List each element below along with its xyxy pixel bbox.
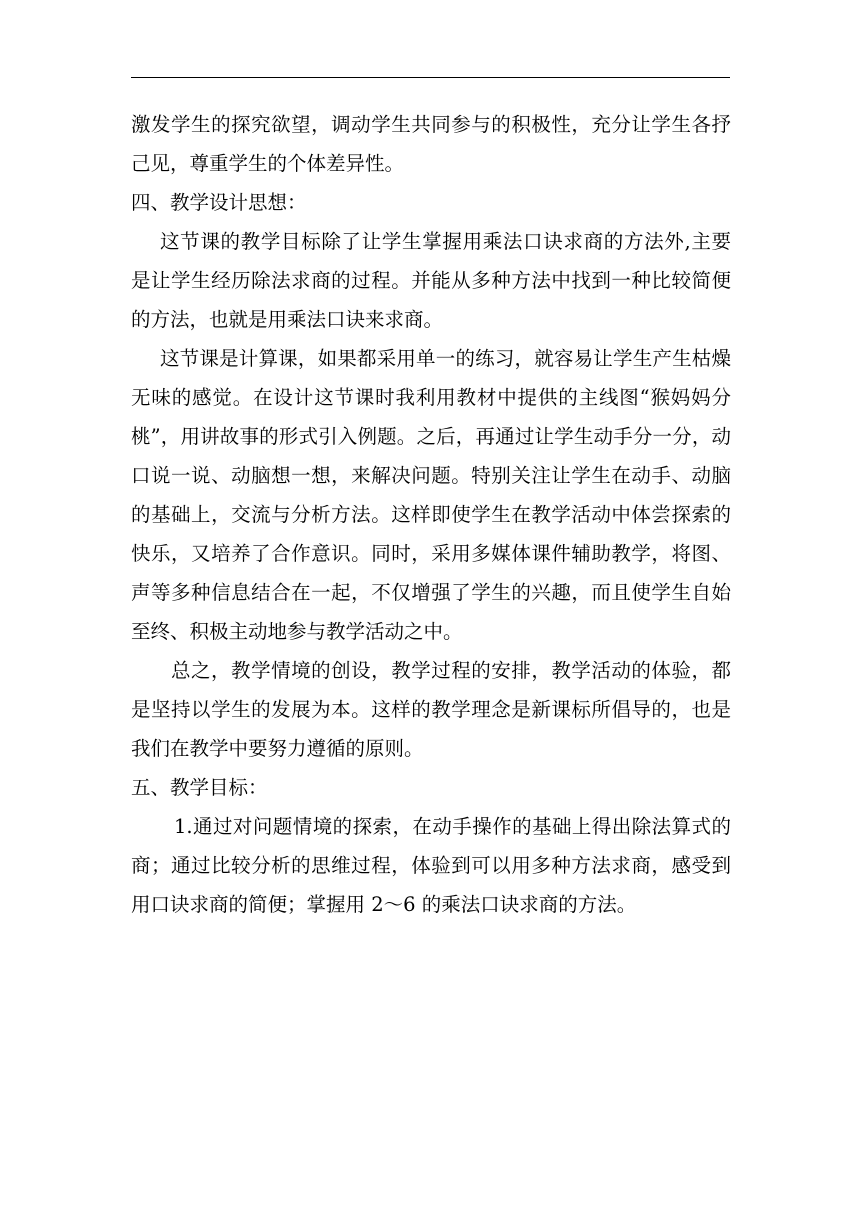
section-heading-teaching-objectives: 五、教学目标： <box>131 776 268 799</box>
header-rule <box>131 77 730 78</box>
paragraph-conclusion: 总之，教学情境的创设，教学过程的安排，教学活动的体验，都是坚持以学生的发展为本。这样的教学理念是新课标所倡导的，也是我们在教学中要努力遵循的原则。 <box>131 659 731 760</box>
document-body <box>131 105 731 924</box>
paragraph-teaching-goal-summary: 这节课的教学目标除了让学生掌握用乘法口诀求商的方法外,主要是让学生经历除法求商的过程。并能从多种方法中找到一种比较简便的方法，也就是用乘法口诀来求商。 <box>131 230 731 331</box>
paragraph-objective-1: 1.通过对问题情境的探索，在动手操作的基础上得出除法算式的商；通过比较分析的思维过程，体验到可以用多种方法求商，感受到用口诀求商的简便；掌握用 2～6 的乘法口诀求商的方法。 <box>131 815 731 916</box>
section-heading-design-idea: 四、教学设计思想： <box>131 191 307 214</box>
paragraph-lesson-design: 这节课是计算课，如果都采用单一的练习，就容易让学生产生枯燥无味的感觉。在设计这节课时我利用教材中提供的主线图“猴妈妈分桃”，用讲故事的形式引入例题。之后，再通过让学生动手分一分，动口说一说、动脑想一想，来解决问题。特别关注让学生在动手、动脑的基础上，交流与分析方法。这样即使学生在教学活动中体尝探索的快乐，又培养了合作意识。同时，采用多媒体课件辅助教学，将图、声等多种信息结合在一起，不仅增强了学生的兴趣，而且使学生自始至终、积极主动地参与教学活动之中。 <box>131 347 731 643</box>
paragraph-continuation: 激发学生的探究欲望，调动学生共同参与的积极性，充分让学生各抒己见，尊重学生的个体差异性。 <box>131 113 731 175</box>
